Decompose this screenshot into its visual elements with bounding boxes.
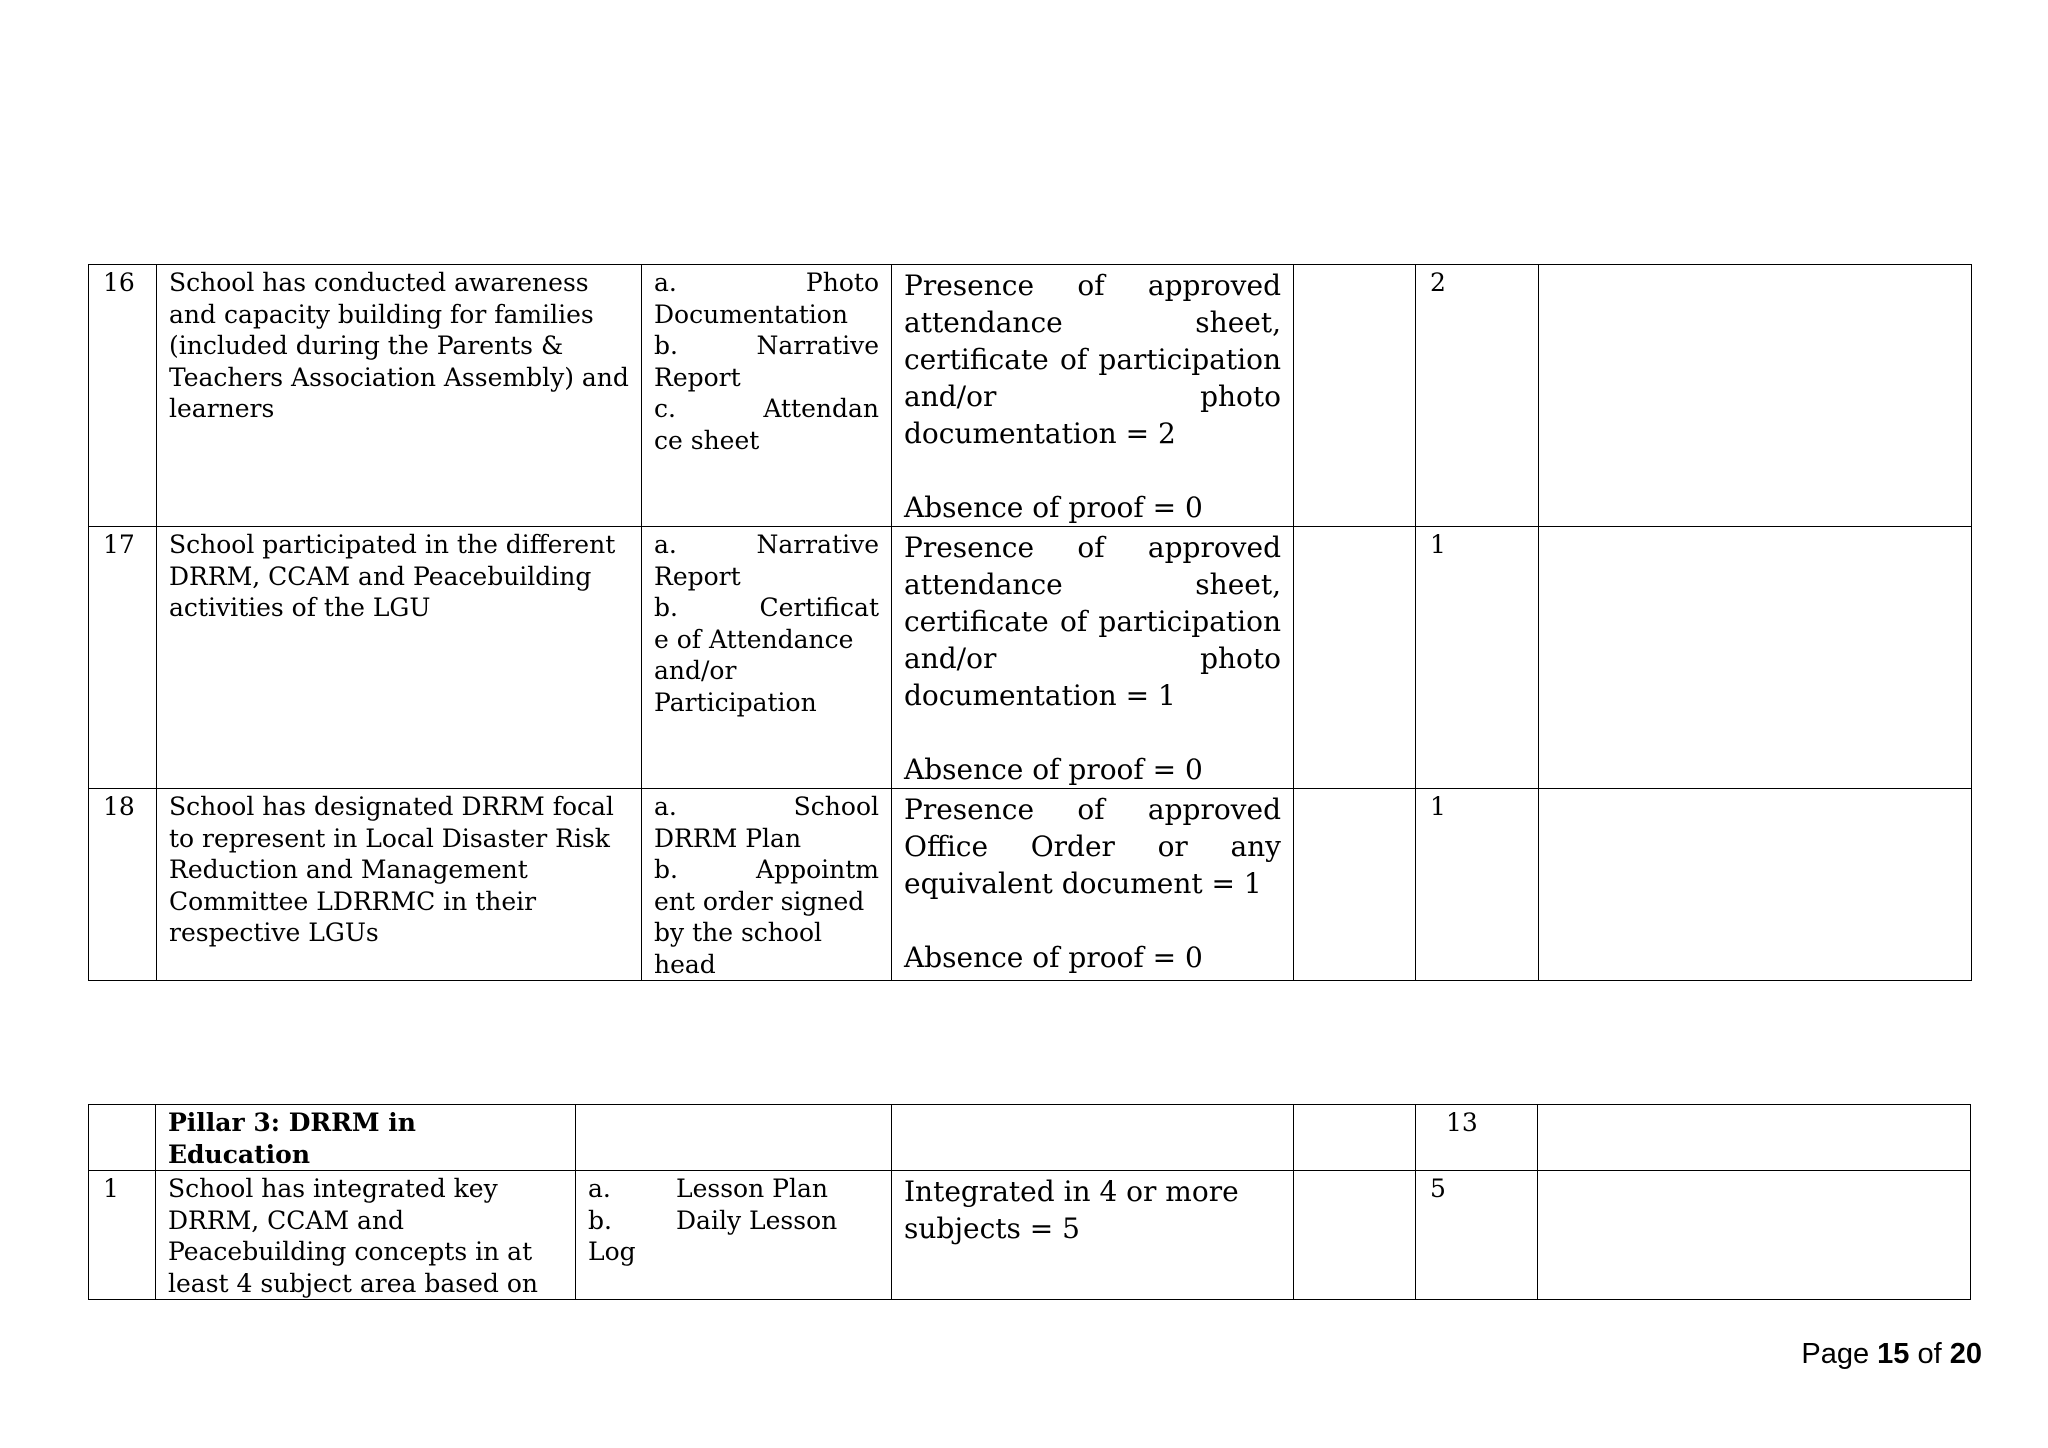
points-value: 5 [1416, 1171, 1538, 1300]
page-current: 15 [1877, 1338, 1910, 1370]
pillar-remarks-cell [1538, 1105, 1971, 1171]
mov-line: DRRM Plan [654, 823, 802, 853]
page-total: 20 [1949, 1338, 1982, 1370]
mov-line: and/or [654, 656, 737, 685]
mov-cell [642, 527, 892, 789]
rating-cell [1294, 789, 1416, 981]
criteria-line: Presence of approved [904, 531, 1281, 564]
indicator-text: School has conducted awareness and capacity building for families (included during the Parents & Teachers Association Assembly) and learners [157, 265, 642, 527]
table-row [89, 527, 1972, 789]
criteria-line: attendance sheet, [904, 568, 1281, 601]
mov-line: Participation [654, 687, 817, 717]
pillar-no-cell [89, 1105, 156, 1171]
mov-line: ent order signed [654, 886, 865, 916]
points-value: 1 [1416, 527, 1539, 789]
remarks-cell [1538, 1171, 1971, 1300]
mov-cell: a. Lesson Plan b. Daily Lesson Log [576, 1171, 892, 1300]
points-value: 2 [1416, 265, 1539, 527]
mov-line: b. Certificat [654, 593, 879, 622]
mov-line: a. School [654, 792, 879, 821]
criteria-line: and/or photo [904, 380, 1281, 413]
criteria-line: Presence of approved [904, 269, 1281, 302]
pillar-title: Pillar 3: DRRM in Education [156, 1105, 576, 1171]
row-number: 17 [89, 527, 157, 789]
mov-line: b. Appointm [654, 855, 879, 884]
points-value: 1 [1416, 789, 1539, 981]
pillar-criteria-cell [892, 1105, 1294, 1171]
pillar-rating-cell [1294, 1105, 1416, 1171]
row-number: 18 [89, 789, 157, 981]
criteria-line: and/or photo [904, 642, 1281, 675]
mov-line: Report [654, 561, 741, 591]
table-row [89, 1171, 1971, 1300]
criteria-cell [892, 265, 1294, 527]
pillar-points: 13 [1416, 1105, 1538, 1171]
table-row [89, 265, 1972, 527]
rating-cell [1294, 527, 1416, 789]
criteria-cell [892, 527, 1294, 789]
criteria-line: Presence of approved [904, 793, 1281, 826]
table-row [89, 789, 1972, 981]
rating-cell [1294, 1171, 1416, 1300]
criteria-line: equivalent document = 1 [904, 867, 1262, 900]
mov-line: a. Narrative [654, 530, 879, 559]
mov-line: a. Photo [654, 268, 879, 297]
indicator-text: School has integrated key DRRM, CCAM and Peacebuilding concepts in at least 4 subject area based on [156, 1171, 576, 1300]
indicator-text: School has designated DRRM focal to represent in Local Disaster Risk Reduction and Management Committee LDRRMC in their respective LGUs [157, 789, 642, 981]
row-number: 16 [89, 265, 157, 527]
criteria-text: Integrated in 4 or more subjects = 5 [892, 1171, 1294, 1300]
mov-line: e of Attendance [654, 624, 854, 654]
criteria-line: Office Order or any [904, 830, 1281, 863]
mov-line: by the school [654, 918, 822, 947]
rating-cell [1294, 265, 1416, 527]
absence-of-proof: Absence of proof = 0 [904, 941, 1203, 974]
criteria-line: documentation = 1 [904, 679, 1176, 712]
pillar-header-row [89, 1105, 1971, 1171]
mov-cell [642, 265, 892, 527]
mov-line: b. Narrative [654, 331, 879, 360]
mov-line: Report [654, 362, 741, 392]
absence-of-proof: Absence of proof = 0 [904, 491, 1203, 524]
indicator-text: School participated in the different DRRM, CCAM and Peacebuilding activities of the LGU [157, 527, 642, 789]
criteria-cell [892, 789, 1294, 981]
criteria-table-2 [88, 1104, 1971, 1300]
remarks-cell [1539, 789, 1972, 981]
criteria-line: certificate of participation [904, 343, 1281, 376]
criteria-line: attendance sheet, [904, 306, 1281, 339]
page-footer: Page 15 of 20 [1801, 1338, 1982, 1370]
criteria-table-1 [88, 264, 1972, 981]
row-number: 1 [89, 1171, 156, 1300]
remarks-cell [1539, 265, 1972, 527]
absence-of-proof: Absence of proof = 0 [904, 753, 1203, 786]
criteria-line: documentation = 2 [904, 417, 1176, 450]
mov-line: head [654, 949, 716, 979]
mov-line: ce sheet [654, 425, 760, 455]
mov-line: Documentation [654, 299, 848, 329]
mov-cell [642, 789, 892, 981]
mov-line: c. Attendan [654, 394, 879, 423]
criteria-line: certificate of participation [904, 605, 1281, 638]
pillar-mov-cell [576, 1105, 892, 1171]
remarks-cell [1539, 527, 1972, 789]
